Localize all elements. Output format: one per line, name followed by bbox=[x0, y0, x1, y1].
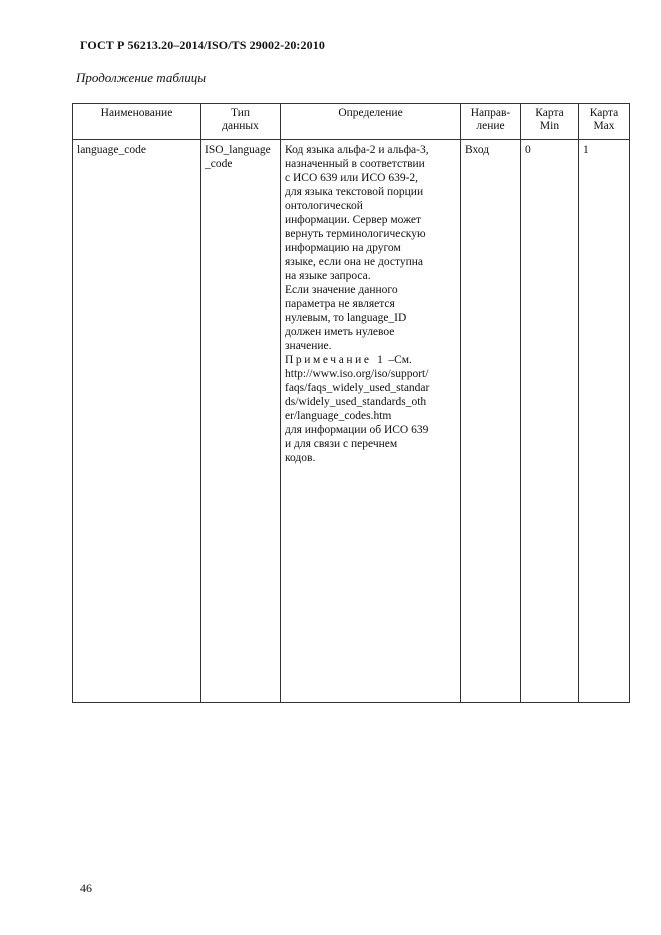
cell-direction: Вход bbox=[461, 140, 521, 703]
parameter-table bbox=[72, 103, 630, 703]
column-header-direction: Направ- ление bbox=[461, 104, 521, 140]
note-line: Примечание 1 –См. bbox=[285, 354, 412, 366]
table-continuation-caption: Продолжение таблицы bbox=[76, 70, 207, 85]
table-row bbox=[73, 140, 630, 703]
cell-type: ISO_language_code bbox=[201, 140, 281, 703]
cell-name: language_code bbox=[73, 140, 201, 703]
cell-card-min: 0 bbox=[521, 140, 579, 703]
column-header-name: Наименование bbox=[73, 104, 201, 140]
page-number: 46 bbox=[80, 881, 92, 895]
column-header-card-max: Карта Max bbox=[579, 104, 630, 140]
column-header-card-min: Карта Min bbox=[521, 104, 579, 140]
column-header-type: Тип данных bbox=[201, 104, 281, 140]
cell-definition: Код языка альфа-2 и альфа-3, назначенный в соответствии с ИСО 639 или ИСО 639-2, для языка текстовой порции онтологической информации. Сервер может вернуть терминологическую информацию на другом языке, если она не доступна на языке запроса. Если значение данного параметра не является нулевым, то language_ID должен иметь нулевое значение. Примечание 1 –См. http://www.iso.org/iso/support/ faqs/faqs_widely_used_standar ds/widely_used_standards_oth er/language_codes.htm для информации об ИСО 639 и для связи с перечнем кодов. bbox=[281, 140, 461, 703]
column-header-definition: Определение bbox=[281, 104, 461, 140]
note-url-line: er/language_codes.htm bbox=[285, 410, 392, 422]
table-header-row bbox=[73, 104, 630, 140]
document-header: ГОСТ Р 56213.20–2014/ISO/TS 29002-20:2010 bbox=[80, 38, 325, 52]
note-url-line: faqs/faqs_widely_used_standar bbox=[285, 382, 430, 394]
note-label: Примечание 1 bbox=[285, 354, 386, 366]
note-url-line: ds/widely_used_standards_oth bbox=[285, 396, 427, 408]
note-url-line: http://www.iso.org/iso/support/ bbox=[285, 368, 429, 380]
cell-card-max: 1 bbox=[579, 140, 630, 703]
